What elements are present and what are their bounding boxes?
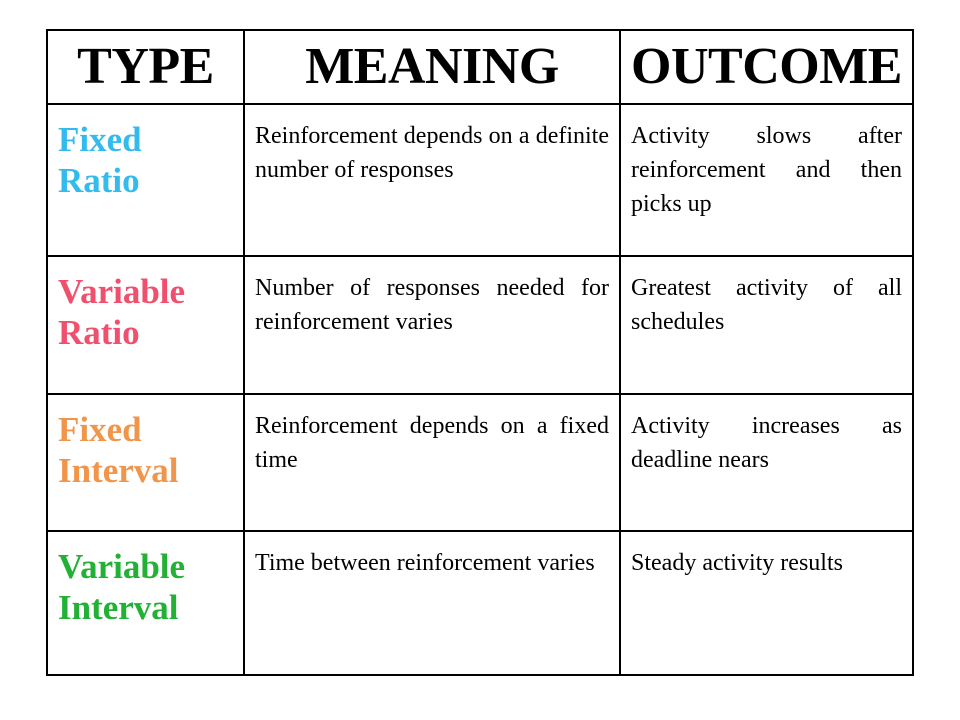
table-row [47, 256, 913, 394]
type-cell [47, 256, 244, 394]
header-outcome: OUTCOME [620, 30, 913, 104]
type-cell [47, 394, 244, 531]
table-row [47, 531, 913, 675]
header-type: TYPE [47, 30, 244, 104]
type-cell [47, 104, 244, 256]
type-label-line: Variable [58, 547, 186, 586]
meaning-cell: Time between reinforcement varies [244, 531, 620, 675]
meaning-cell: Number of responses needed for reinforcement varies [244, 256, 620, 394]
meaning-cell: Reinforcement depends on a fixed time [244, 394, 620, 531]
type-label-line: Ratio [58, 313, 140, 352]
table-row [47, 104, 913, 256]
type-label-line: Interval [58, 451, 179, 490]
type-label-line: Variable [58, 272, 186, 311]
meaning-cell: Reinforcement depends on a definite number of responses [244, 104, 620, 256]
type-label-line: Ratio [58, 161, 140, 200]
header-meaning: MEANING [244, 30, 620, 104]
outcome-cell: Activity increases as deadline nears [620, 394, 913, 531]
outcome-cell: Greatest activity of all schedules [620, 256, 913, 394]
reinforcement-schedules-table [46, 29, 914, 676]
type-label-line: Interval [58, 588, 179, 627]
table-header-row [47, 30, 913, 104]
type-cell [47, 531, 244, 675]
outcome-cell: Steady activity results [620, 531, 913, 675]
table-row [47, 394, 913, 531]
type-label-line: Fixed [58, 120, 142, 159]
schedules-table-container [46, 29, 912, 676]
outcome-cell: Activity slows after reinforcement and then picks up [620, 104, 913, 256]
type-label-line: Fixed [58, 410, 142, 449]
